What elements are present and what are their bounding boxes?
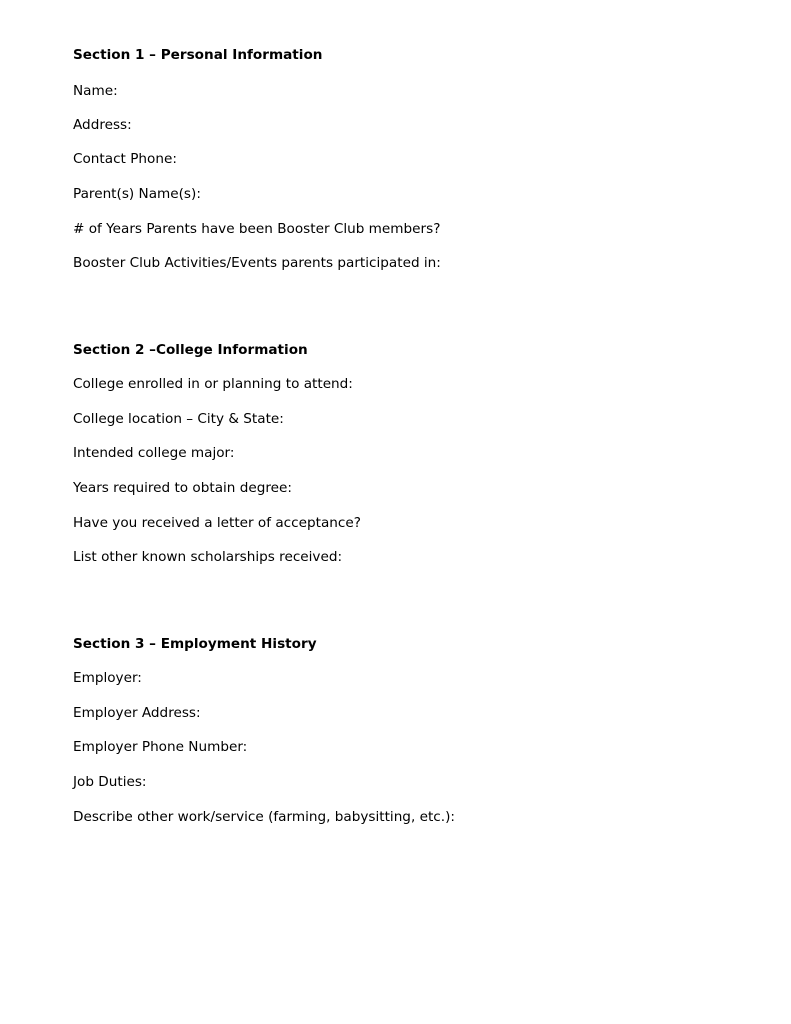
field-label-college-location: College location – City & State: <box>73 411 284 427</box>
field-label-major: Intended college major: <box>73 445 235 461</box>
field-label-job-duties: Job Duties: <box>73 774 147 790</box>
field-label-activities: Booster Club Activities/Events parents participated in: <box>73 255 441 271</box>
field-label-employer-address: Employer Address: <box>73 705 201 721</box>
field-label-parents-names: Parent(s) Name(s): <box>73 186 201 202</box>
field-label-employer-phone: Employer Phone Number: <box>73 739 248 755</box>
field-label-college: College enrolled in or planning to attend: <box>73 376 353 392</box>
field-label-address: Address: <box>73 117 132 133</box>
field-label-contact-phone: Contact Phone: <box>73 151 177 167</box>
section-heading: Section 1 – Personal Information <box>73 47 323 63</box>
section-heading: Section 3 – Employment History <box>73 636 317 652</box>
field-label-other-work: Describe other work/service (farming, babysitting, etc.): <box>73 809 455 825</box>
section-heading: Section 2 –College Information <box>73 342 308 358</box>
field-label-scholarships: List other known scholarships received: <box>73 549 343 565</box>
field-label-years-members: # of Years Parents have been Booster Club members? <box>73 221 441 237</box>
field-label-employer: Employer: <box>73 670 142 686</box>
field-label-name: Name: <box>73 83 118 99</box>
field-label-years-required: Years required to obtain degree: <box>73 480 292 496</box>
field-label-acceptance: Have you received a letter of acceptance? <box>73 515 361 531</box>
